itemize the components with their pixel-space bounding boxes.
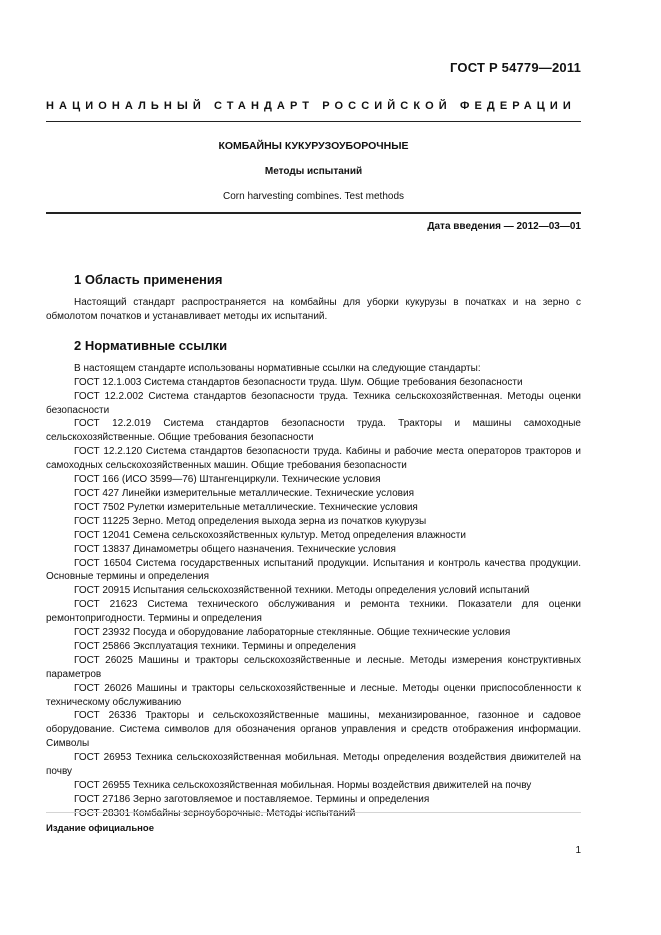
reference-item: ГОСТ 23932 Посуда и оборудование лабораторные стеклянные. Общие технические условия [74,627,511,639]
reference-item: ГОСТ 21623 Система технического обслуживания и ремонта техники. Показатели для оценки ремонтопригодности. Термины и определения [46,599,581,625]
reference-item: ГОСТ 25866 Эксплуатация техники. Термины и определения [74,640,356,652]
english-title: Corn harvesting combines. Test methods [222,191,404,202]
reference-item: ГОСТ 20915 Испытания сельскохозяйственной техники. Методы определения условий испытаний [74,585,530,597]
reference-item: ГОСТ 12.2.002 Система стандартов безопасности труда. Техника сельскохозяйственная. Методы оценки безопасности [46,390,581,416]
reference-item: ГОСТ 12041 Семена сельскохозяйственных культур. Метод определения влажности [74,529,466,541]
page-number: 1 [575,845,581,856]
reference-item: ГОСТ 26025 Машины и тракторы сельскохозяйственные и лесные. Методы измерения конструктивных параметров [46,654,581,680]
introduction-date: Дата введения — 2012—03—01 [427,221,581,232]
reference-item: ГОСТ 26953 Техника сельскохозяйственная мобильная. Методы определения воздействия движителей на почву [46,752,581,778]
reference-item: ГОСТ 28301 Комбайны зерноуборочные. Методы испытаний [74,807,356,819]
document-body [46,272,581,821]
reference-item: ГОСТ 12.2.019 Система стандартов безопасности труда. Тракторы и машины самоходные сельскохозяйственные. Общие требования безопасности [46,418,581,444]
reference-item: ГОСТ 26336 Тракторы и сельскохозяйственные машины, механизированное, газонное и садовое оборудование. Система символов для обозначения органов управления и средств отображения информации. Символы [46,710,581,750]
reference-list [46,376,581,821]
reference-item: ГОСТ 427 Линейки измерительные металлические. Технические условия [74,487,414,499]
document-title: КОМБАЙНЫ КУКУРУЗОУБОРОЧНЫЕ [218,140,409,152]
reference-item: ГОСТ 11225 Зерно. Метод определения выхода зерна из початков кукурузы [74,515,427,527]
reference-item: ГОСТ 7502 Рулетки измерительные металлические. Технические условия [74,501,418,513]
reference-item: ГОСТ 13837 Динамометры общего назначения. Технические условия [74,543,396,555]
document-code: ГОСТ Р 54779—2011 [450,60,581,75]
section-1-heading: 1 Область применения [74,272,223,287]
reference-item: ГОСТ 12.1.003 Система стандартов безопасности труда. Шум. Общие требования безопасности [74,376,523,388]
reference-item: ГОСТ 27186 Зерно заготовляемое и поставляемое. Термины и определения [74,793,430,805]
reference-item: ГОСТ 26026 Машины и тракторы сельскохозяйственные и лесные. Методы оценки приспособленности к техническому обслуживанию [46,682,581,708]
document-subtitle: Методы испытаний [264,166,363,177]
reference-item: ГОСТ 16504 Система государственных испытаний продукции. Испытания и контроль качества продукции. Основные термины и определения [46,557,581,583]
section-2-heading: 2 Нормативные ссылки [74,337,228,353]
reference-item: ГОСТ 26955 Техника сельскохозяйственная мобильная. Нормы воздействия движителей на почву [74,780,532,791]
section-spacer [46,324,581,338]
top-divider [46,121,581,122]
official-edition-label: Издание официальное [46,823,154,834]
section-2-intro: В настоящем стандарте использованы нормативные ссылки на следующие стандарты: [74,362,481,374]
title-divider [46,212,581,214]
reference-item: ГОСТ 12.2.120 Система стандартов безопасности труда. Кабины и рабочие места операторов тракторов и самоходных сельскохозяйственных машин. Общие требования безопасности [46,446,581,472]
section-1-text: Настоящий стандарт распространяется на комбайны для уборки кукурузы в початках и на зерно с обмолотом початков и устанавливает методы их испытаний. [46,297,581,322]
footer-divider [46,812,581,813]
reference-item: ГОСТ 166 (ИСО 3599—76) Штангенциркули. Технические условия [74,474,381,486]
national-standard-heading: НАЦИОНАЛЬНЫЙ СТАНДАРТ РОССИЙСКОЙ ФЕДЕРАЦИИ [46,100,576,112]
